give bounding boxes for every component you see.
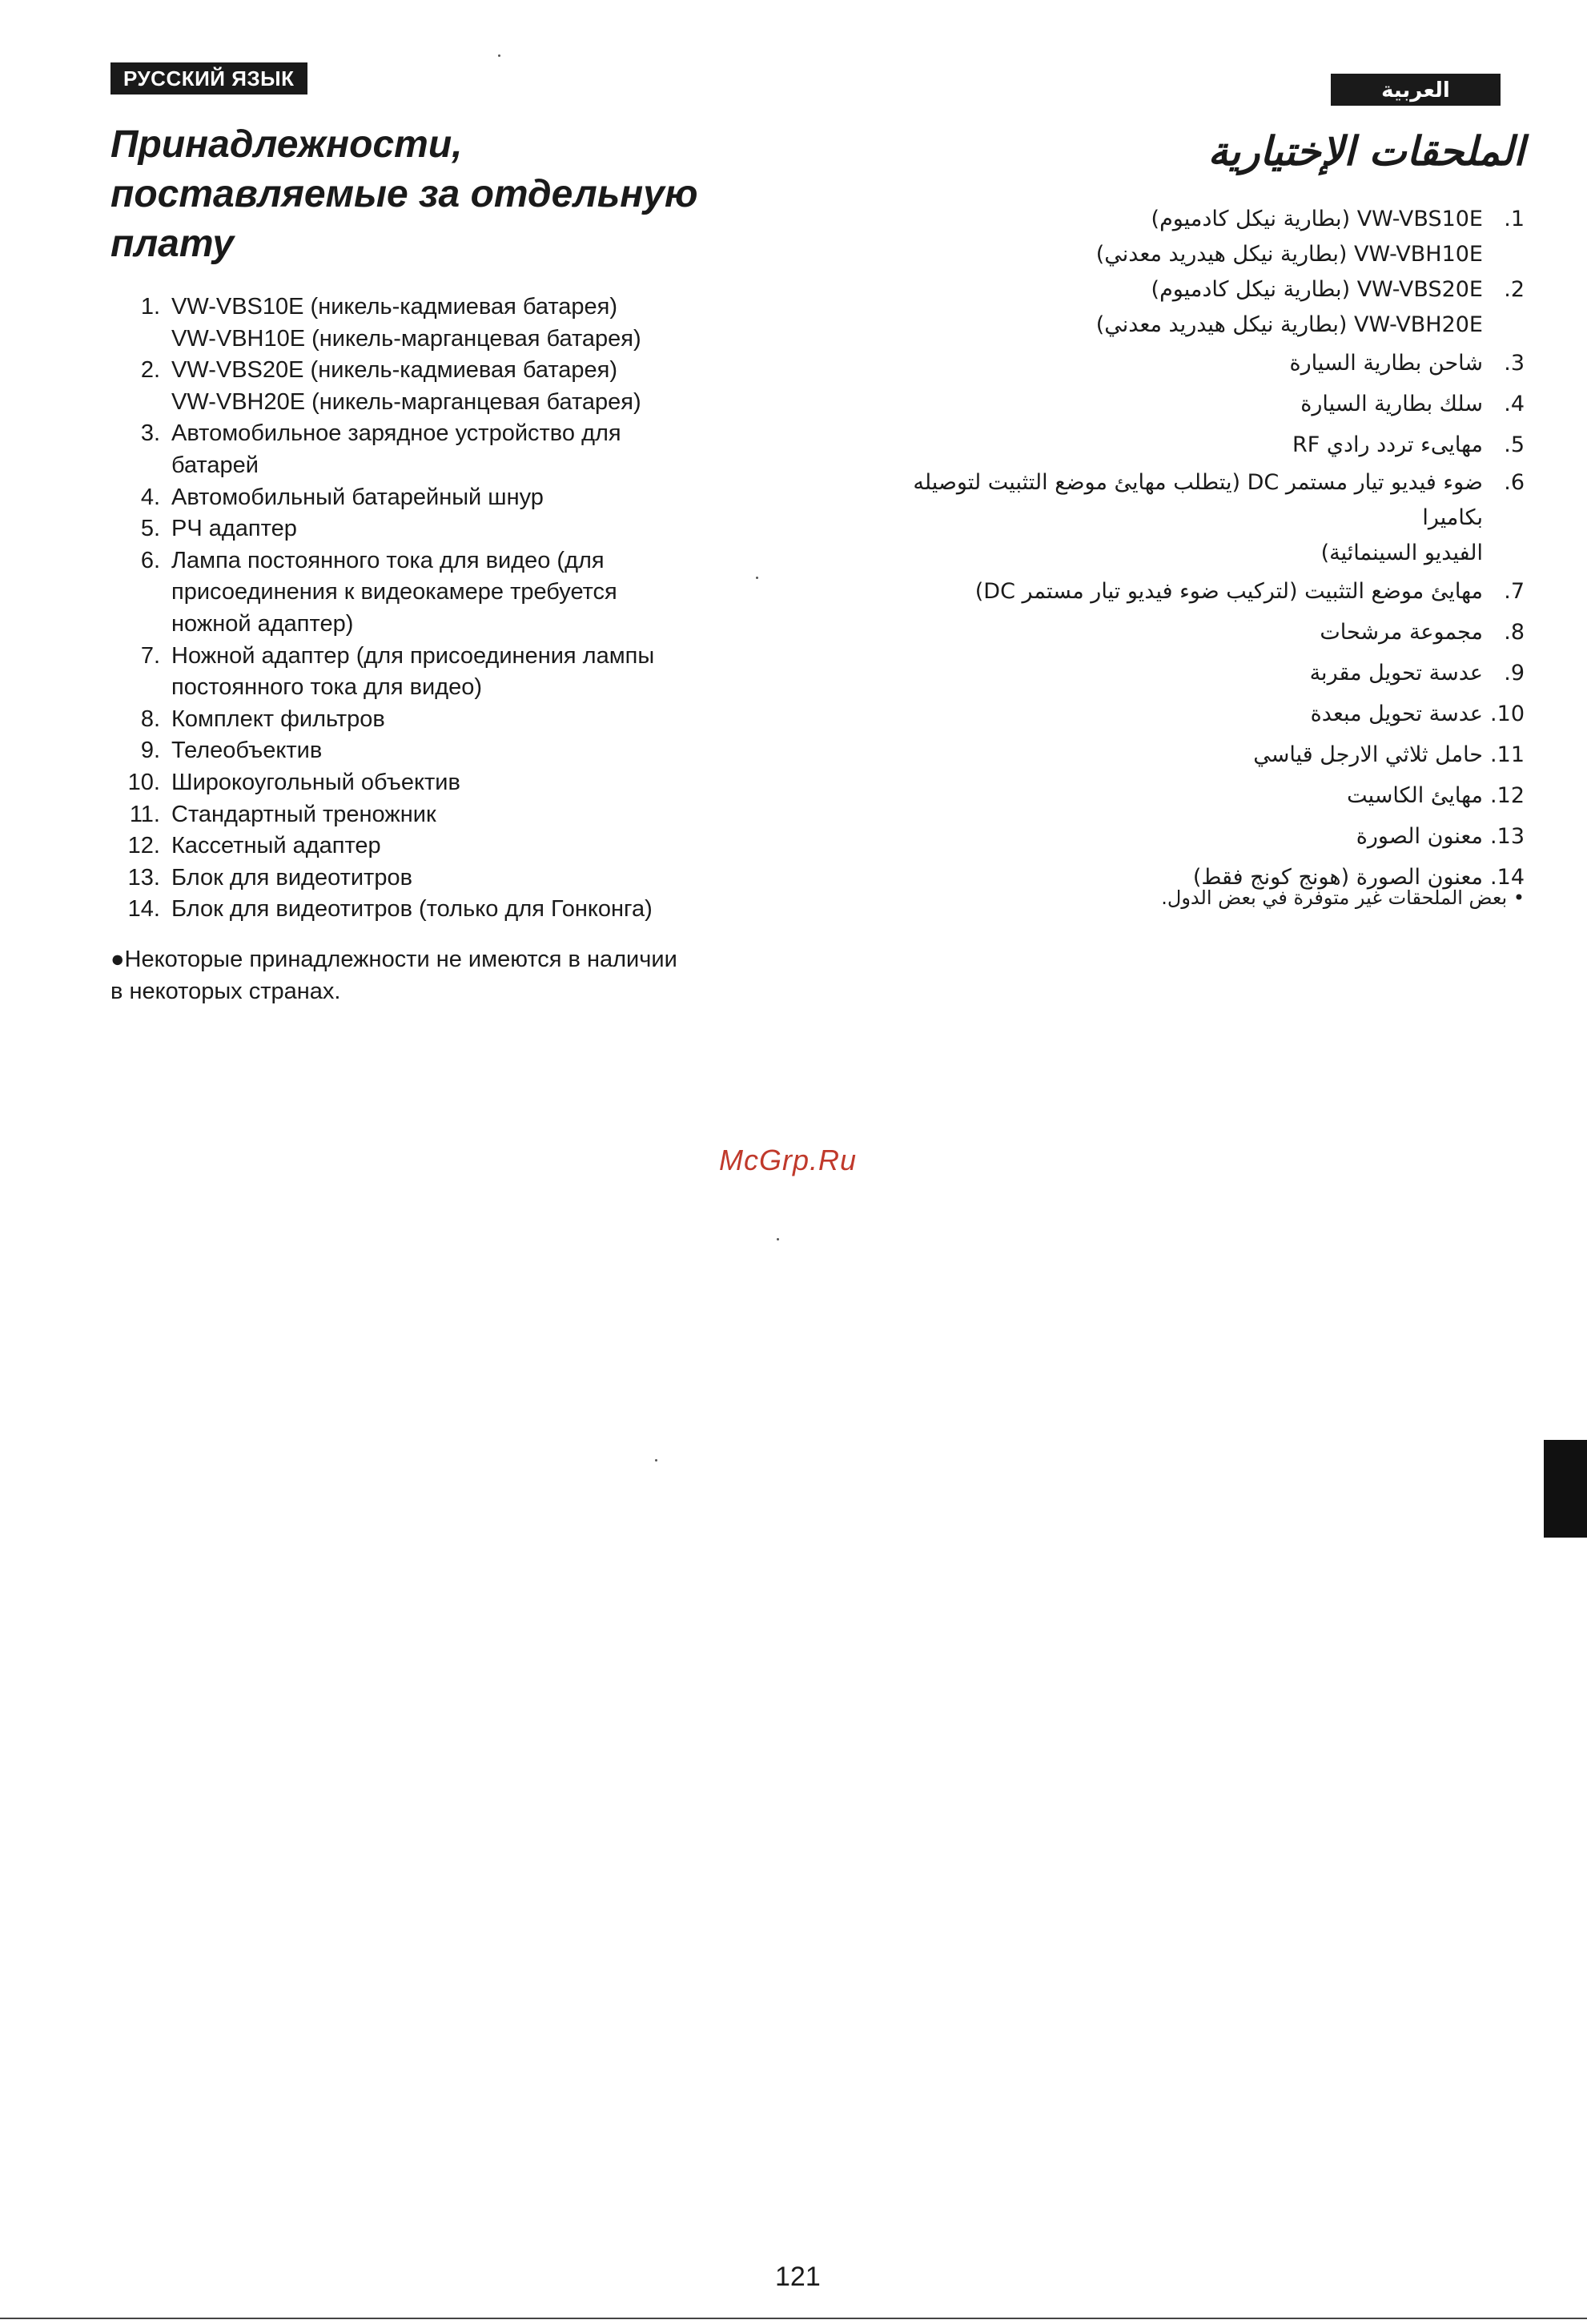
item-text: مجموعة مرشحات <box>1320 620 1483 645</box>
item-text: مهايئ موضع التثبيت (لتركيب ضوء فيديو تيار مستمر DC) <box>974 579 1483 604</box>
list-item <box>110 545 799 641</box>
item-number: 9. <box>140 738 160 764</box>
list-item <box>110 767 799 799</box>
list-item <box>900 653 1525 694</box>
scan-speck <box>777 1238 779 1240</box>
item-text: VW-VBS10E (никель-кадмиевая батарея) VW-VBH10E (никель-марганцевая батарея) <box>171 294 641 352</box>
item-number: 1. <box>140 294 160 320</box>
list-item <box>900 694 1525 734</box>
bottom-rule <box>0 2318 1587 2319</box>
item-number: 4. <box>1504 392 1525 416</box>
list-item <box>900 202 1525 272</box>
item-text: مهايىء تردد رادي RF <box>1292 432 1483 457</box>
item-number: 8. <box>1504 620 1525 645</box>
item-number: 6. <box>140 547 160 573</box>
list-item <box>110 482 799 514</box>
item-number: 12. <box>127 833 160 859</box>
item-number: 3. <box>1504 351 1525 376</box>
item-text: عدسة تحويل مبعدة <box>1310 702 1483 726</box>
item-number: 14. <box>127 896 160 923</box>
item-text: Ножной адаптер (для присоединения лампы постоянного тока для видео) <box>171 642 655 701</box>
page-edge-tab-marker <box>1544 1440 1587 1538</box>
scan-speck <box>655 1459 657 1462</box>
item-number: 11. <box>1490 742 1525 767</box>
item-text: Автомобильное зарядное устройство для батарей <box>171 420 621 478</box>
item-number: 6. <box>1504 470 1525 495</box>
item-text: سلك بطارية السيارة <box>1300 392 1483 416</box>
page-number: 121 <box>775 2262 821 2292</box>
item-number: 7. <box>1504 579 1525 604</box>
item-text: Комплект фильтров <box>171 706 385 732</box>
item-number: 2. <box>1504 277 1525 302</box>
list-item <box>900 816 1525 857</box>
list-item <box>110 704 799 736</box>
item-number: 10. <box>127 769 160 795</box>
item-number: 5. <box>140 516 160 542</box>
russian-availability-note: ●Некоторые принадлежности не имеются в наличии в некоторых странах. <box>110 947 677 1004</box>
scan-speck <box>498 54 500 57</box>
item-number: 13. <box>127 864 160 891</box>
list-item <box>110 830 799 862</box>
list-item <box>110 355 799 418</box>
list-item <box>900 571 1525 612</box>
item-number: 7. <box>140 642 160 669</box>
item-number: 8. <box>140 706 160 732</box>
russian-language-tag: РУССКИЙ ЯЗЫК <box>110 62 307 94</box>
scan-speck <box>756 577 758 579</box>
item-number: 13. <box>1490 824 1525 849</box>
item-number: 10. <box>1490 702 1525 726</box>
arabic-accessory-list <box>900 202 1525 898</box>
list-item <box>900 424 1525 465</box>
item-text: Телеобъектив <box>171 738 323 764</box>
list-item <box>110 641 799 704</box>
item-text: РЧ адаптер <box>171 516 297 542</box>
russian-title: Принадлежности, поставляемые за отдельную плату <box>110 123 698 265</box>
list-item <box>900 465 1525 571</box>
watermark-text: McGrp.Ru <box>719 1144 858 1176</box>
item-text: Блок для видеотитров (только для Гонконга) <box>171 896 653 923</box>
item-text: حامل ثلاثي الارجل قياسي <box>1253 742 1483 767</box>
list-item <box>900 734 1525 775</box>
list-item <box>110 894 799 926</box>
list-item <box>110 292 799 355</box>
item-text: Стандартный треножник <box>171 801 436 827</box>
list-item <box>900 775 1525 816</box>
item-number: 11. <box>129 801 160 827</box>
item-text: شاحن بطارية السيارة <box>1289 351 1483 376</box>
list-item <box>900 612 1525 653</box>
list-item <box>110 513 799 545</box>
russian-accessory-list <box>110 292 799 926</box>
item-text: ضوء فيديو تيار مستمر DC (يتطلب مهايئ موضع التثبيت لتوصيله بكاميرا الفيديو السينمائية) <box>913 470 1483 565</box>
item-text: Лампа постоянного тока для видео (для присоединения к видеокамере требуется ножной адаптер) <box>171 547 617 637</box>
list-item <box>110 418 799 481</box>
item-number: 12. <box>1490 783 1525 808</box>
item-number: 9. <box>1504 661 1525 686</box>
list-item <box>110 799 799 831</box>
item-text: مهايئ الكاسيت <box>1347 783 1483 808</box>
item-text: Автомобильный батарейный шнур <box>171 484 544 510</box>
item-text: VW-VBS20E (بطارية نيكل كادميوم) VW-VBH20E (بطارية نيكل هيدريد معدني) <box>1095 277 1483 337</box>
item-number: 5. <box>1504 432 1525 457</box>
item-text: VW-VBS10E (بطارية نيكل كادميوم) VW-VBH10E (بطارية نيكل هيدريد معدني) <box>1095 207 1483 267</box>
list-item <box>900 272 1525 343</box>
item-number: 14. <box>1490 865 1525 890</box>
item-number: 4. <box>140 484 160 510</box>
item-text: Кассетный адаптер <box>171 833 381 859</box>
item-text: معنون الصورة <box>1356 824 1483 849</box>
item-text: عدسة تحويل مقربة <box>1309 661 1483 686</box>
list-item <box>900 384 1525 424</box>
arabic-language-tag: العربية <box>1331 74 1501 106</box>
item-number: 3. <box>140 420 160 447</box>
item-text: VW-VBS20E (никель-кадмиевая батарея) VW-VBH20E (никель-марганцевая батарея) <box>171 357 641 415</box>
item-text: معنون الصورة (هونج كونج فقط) <box>1192 865 1483 890</box>
arabic-availability-note: • بعض الملحقات غير متوفرة في بعض الدول. <box>1161 887 1525 909</box>
arabic-title: الملحقات الإختيارية <box>1207 128 1525 175</box>
list-item <box>900 343 1525 384</box>
list-item <box>110 862 799 895</box>
item-text: Широкоугольный объектив <box>171 769 460 795</box>
item-number: 2. <box>140 357 160 384</box>
list-item <box>110 735 799 767</box>
item-number: 1. <box>1504 207 1525 231</box>
item-text: Блок для видеотитров <box>171 864 413 891</box>
